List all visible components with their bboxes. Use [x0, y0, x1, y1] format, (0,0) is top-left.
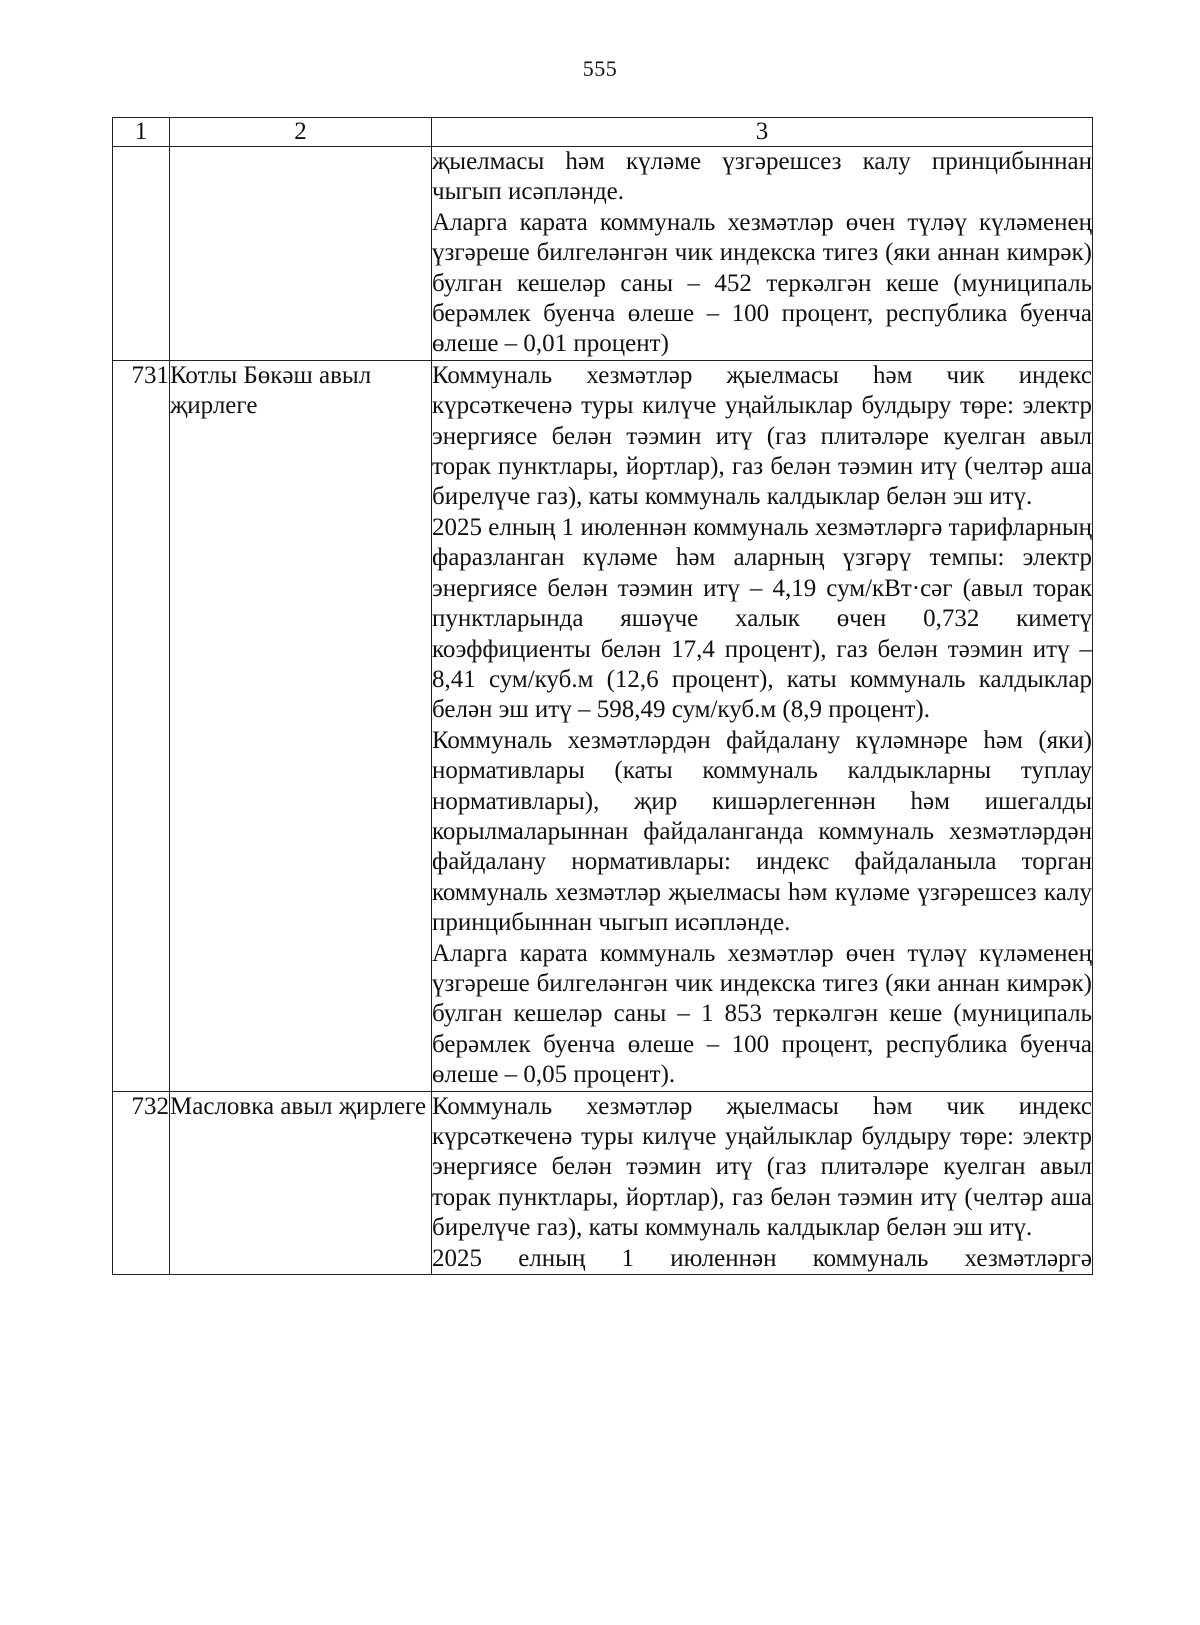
settlement-name: Котлы Бөкәш авыл җирлеге	[170, 360, 432, 1091]
header-col-3: 3	[432, 118, 1093, 147]
description-paragraph: Коммуналь хезмәтләрдән файдалану күләмнәре һәм (яки) нормативлары (каты коммуналь калдыкларны туплау нормативлары), җир кишәрлегеннән һәм ишегалды корылмаларыннан файдаланганда коммуналь хезмәтләрдән файдалану нормативлары: индекс файдаланыла торган коммуналь хезмәтләр җыелмасы һәм күләме үзгәрешсез калу принцибыннан чыгып исәпләнде.	[432, 726, 1092, 937]
table-row	[113, 1091, 1093, 1274]
settlement-name: Масловка авыл җирлеге	[170, 1091, 432, 1274]
description-paragraph: Аларга карата коммуналь хезмәтләр өчен түләү күләменең үзгәреше билгеләнгән чик индекска тигез (яки аннан кимрәк) булган кешеләр саны – 1 853 теркәлгән кеше (муниципаль берәмлек буенча өлеше – 100 процент, республика буенча өлеше – 0,05 процент).	[432, 939, 1092, 1089]
table-header-row	[113, 118, 1093, 147]
description-paragraph: 2025 елның 1 июленнән коммуналь хезмәтләргә тарифларның фаразланган күләме һәм аларның үзгәрү темпы: электр энергиясе белән тәэмин итү – 4,19 сум/кВт·сәг (авыл торак пунктларында яшәүче халык өчен 0,732 киметү коэффициенты белән 17,4 процент), газ белән тәэмин итү – 8,41 сум/куб.м (12,6 процент), каты коммуналь калдыклар белән эш итү – 598,49 сум/куб.м (8,9 процент).	[432, 513, 1092, 724]
row-number: 732	[113, 1091, 170, 1274]
row-number	[113, 147, 170, 361]
page-number: 555	[582, 56, 618, 81]
row-description	[432, 1091, 1093, 1274]
description-paragraph: җыелмасы һәм күләме үзгәрешсез калу принцибыннан чыгып исәпләнде.	[432, 148, 1092, 206]
row-description	[432, 147, 1093, 361]
settlements-table	[112, 117, 1093, 1275]
header-col-2: 2	[170, 118, 432, 147]
row-number: 731	[113, 360, 170, 1091]
table-row	[113, 147, 1093, 361]
description-paragraph: 2025 елның 1 июленнән коммуналь хезмәтләргә	[432, 1244, 1092, 1272]
description-paragraph: Аларга карата коммуналь хезмәтләр өчен түләү күләменең үзгәреше билгеләнгән чик индекска тигез (яки аннан кимрәк) булган кешеләр саны – 452 теркәлгән кеше (муниципаль берәмлек буенча өлеше – 100 процент, республика буенча өлеше – 0,01 процент)	[432, 208, 1092, 358]
settlement-name	[170, 147, 432, 361]
row-description	[432, 360, 1093, 1091]
description-paragraph: Коммуналь хезмәтләр җыелмасы һәм чик индекс күрсәткеченә туры килүче уңайлыклар булдыру төре: электр энергиясе белән тәэмин итү (газ плитәләре куелган авыл торак пунктлары, йортлар), газ белән тәэмин итү (челтәр аша бирелүче газ), каты коммуналь калдыклар белән эш итү.	[432, 361, 1092, 511]
description-paragraph: Коммуналь хезмәтләр җыелмасы һәм чик индекс күрсәткеченә туры килүче уңайлыклар булдыру төре: электр энергиясе белән тәэмин итү (газ плитәләре куелган авыл торак пунктлары, йортлар), газ белән тәэмин итү (челтәр аша бирелүче газ), каты коммуналь калдыклар белән эш итү.	[432, 1092, 1092, 1242]
table-row	[113, 360, 1093, 1091]
header-col-1: 1	[113, 118, 170, 147]
